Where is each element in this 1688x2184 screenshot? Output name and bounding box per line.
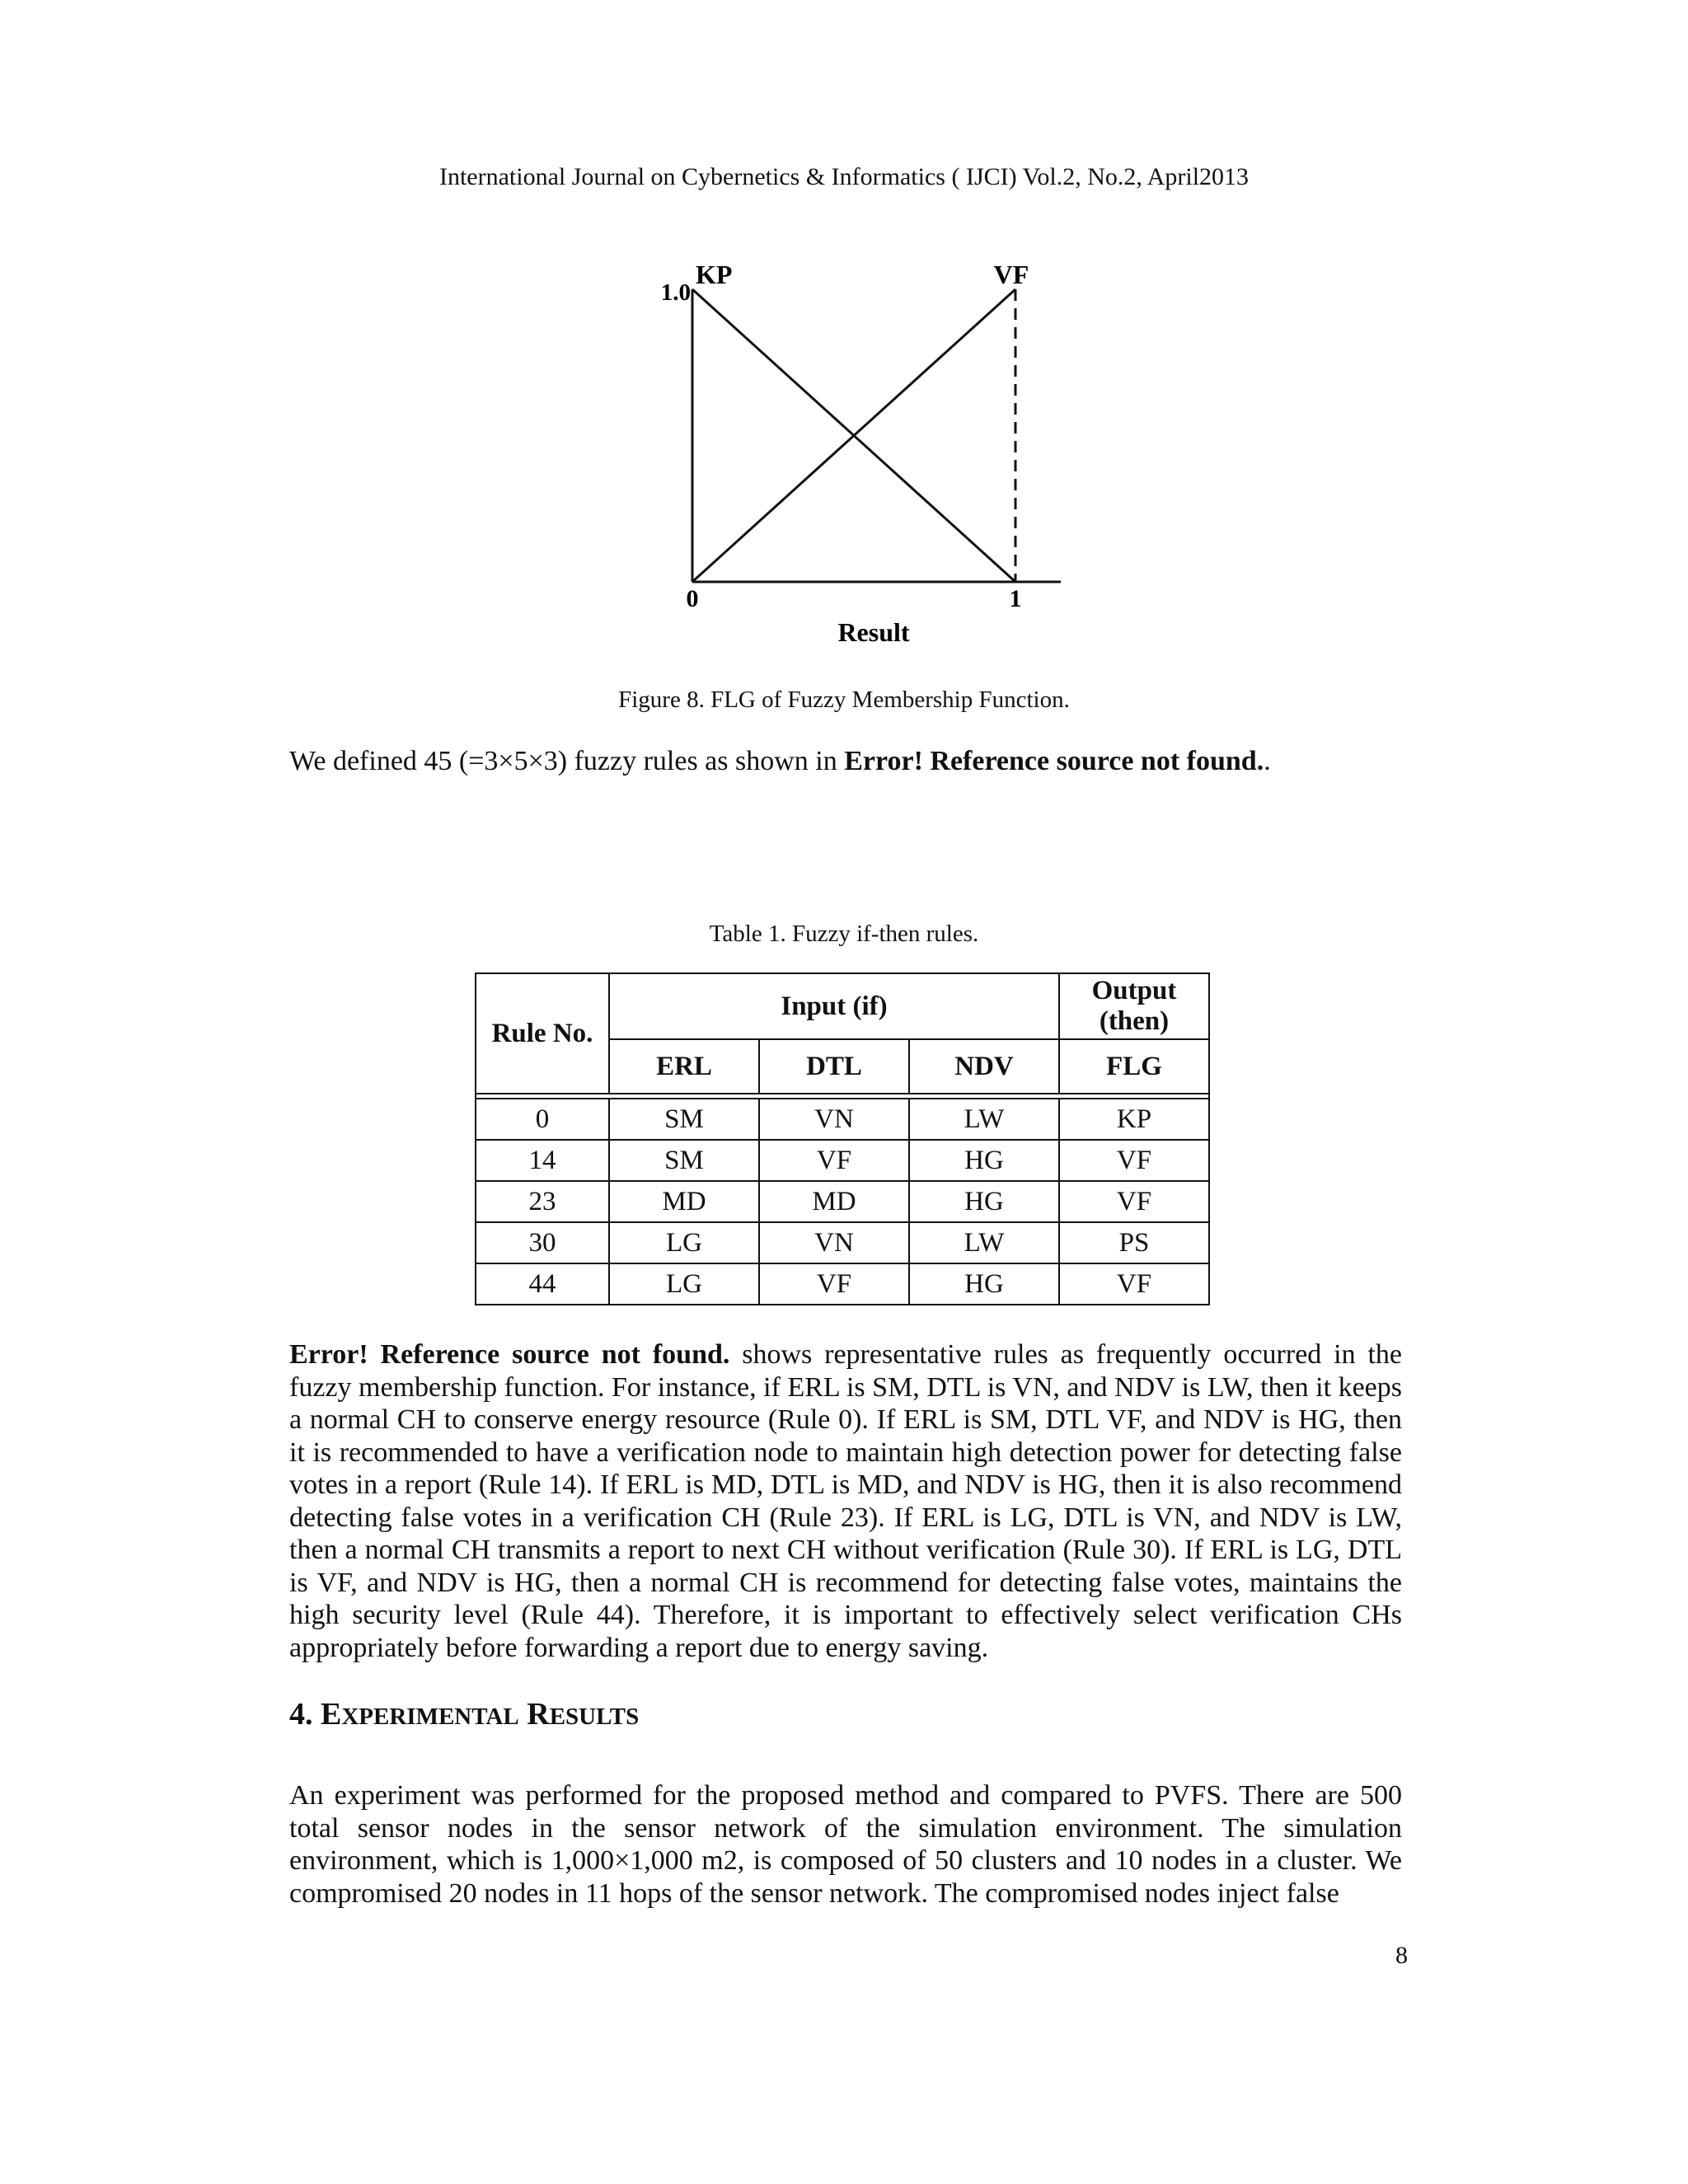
table-cell: VF: [759, 1140, 909, 1181]
column-header: FLG: [1059, 1039, 1209, 1094]
x-tick-0-label: 0: [686, 585, 699, 612]
table-cell: VN: [759, 1099, 909, 1140]
table-cell: LW: [909, 1099, 1059, 1140]
section-number: 4.: [289, 1697, 321, 1732]
input-header: Input (if): [609, 973, 1059, 1039]
table-cell: MD: [759, 1181, 909, 1222]
table-cell: SM: [609, 1140, 759, 1181]
table-row: [476, 1140, 1209, 1181]
table-cell: LG: [609, 1222, 759, 1263]
error-reference: Error! Reference source not found.: [844, 746, 1264, 776]
fuzzy-rules-table: [475, 972, 1210, 1305]
rule-no-header: Rule No.: [476, 973, 609, 1094]
table-caption: Table 1. Fuzzy if-then rules.: [709, 921, 979, 947]
table-cell: HG: [909, 1181, 1059, 1222]
running-header: International Journal on Cybernetics & Informatics ( IJCI) Vol.2, No.2, April2013: [438, 163, 1250, 190]
experiment-paragraph: An experiment was performed for the proposed method and compared to PVFS. There are 500 total sensor nodes in the sensor network of the simulation environment. The simulation environment, which is 1,000×1,000 m2, is composed of 50 clusters and 10 nodes in a cluster. We compromised 20 nodes in 11 hops of the sensor network. The compromised nodes inject false: [289, 1780, 1402, 1909]
page-number: 8: [1395, 1942, 1408, 1969]
table-cell: VF: [1059, 1181, 1209, 1222]
y-max-label: 1.0: [660, 279, 691, 306]
table-row: [476, 1181, 1209, 1222]
table-cell: HG: [909, 1263, 1059, 1305]
heading-initial: R: [527, 1697, 550, 1732]
heading-initial: E: [321, 1697, 342, 1732]
error-reference: Error! Reference source not found.: [289, 1339, 730, 1370]
table-cell: VF: [1059, 1263, 1209, 1305]
intro-sentence: [289, 746, 1402, 777]
table-row: [476, 1222, 1209, 1263]
vf-series-label: VF: [993, 260, 1029, 289]
membership-function-chart: [643, 260, 1088, 656]
table-cell: PS: [1059, 1222, 1209, 1263]
table-cell: 23: [476, 1181, 609, 1222]
table-cell: MD: [609, 1181, 759, 1222]
figure-caption: Figure 8. FLG of Fuzzy Membership Function.: [618, 687, 1070, 713]
table-row: [476, 1263, 1209, 1305]
table-cell: 44: [476, 1263, 609, 1305]
kp-series-label: KP: [696, 260, 733, 289]
table-cell: VN: [759, 1222, 909, 1263]
table-cell: 0: [476, 1099, 609, 1140]
output-header: Output (then): [1059, 973, 1209, 1039]
table-cell: LG: [609, 1263, 759, 1305]
paragraph-text: shows representative rules as frequently occurred in the fuzzy membership function. For instance, if ERL is SM, DTL is VN, and NDV is LW, then it keeps a normal CH to conserve energy resource (Rule 0). If ERL is SM, DTL VF, and NDV is HG, then it is recommended to have a verification node to maintain high detection power for detecting false votes in a report (Rule 14). If ERL is MD, DTL is MD, and NDV is HG, then it is also recommend detecting false votes in a verification CH (Rule 23). If ERL is LG, DTL is VN, and NDV is LW, then a normal CH transmits a report to next CH without verification (Rule 30). If ERL is LG, DTL is VF, and NDV is HG, then a normal CH is recommend for detecting false votes, maintains the high security level (Rule 44). Therefore, it is important to effectively select verification CHs appropriately before forwarding a report due to energy saving.: [289, 1339, 1402, 1663]
table-cell: KP: [1059, 1099, 1209, 1140]
intro-end: .: [1264, 746, 1271, 776]
column-header: ERL: [609, 1039, 759, 1094]
heading-smallcaps: ESULTS: [549, 1704, 640, 1730]
table-cell: 30: [476, 1222, 609, 1263]
table-cell: HG: [909, 1140, 1059, 1181]
intro-text: We defined 45 (=3×5×3) fuzzy rules as shown in: [289, 746, 845, 776]
table-cell: VF: [759, 1263, 909, 1305]
x-tick-1-label: 1: [1009, 585, 1022, 612]
rules-discussion-paragraph: [289, 1338, 1402, 1664]
table-row: [476, 1099, 1209, 1140]
table-cell: SM: [609, 1099, 759, 1140]
table-cell: LW: [909, 1222, 1059, 1263]
table-cell: VF: [1059, 1140, 1209, 1181]
column-header: DTL: [759, 1039, 909, 1094]
section-heading: [289, 1696, 639, 1732]
x-axis-label: Result: [837, 617, 910, 647]
table-cell: 14: [476, 1140, 609, 1181]
column-header: NDV: [909, 1039, 1059, 1094]
heading-smallcaps: XPERIMENTAL: [341, 1704, 519, 1730]
